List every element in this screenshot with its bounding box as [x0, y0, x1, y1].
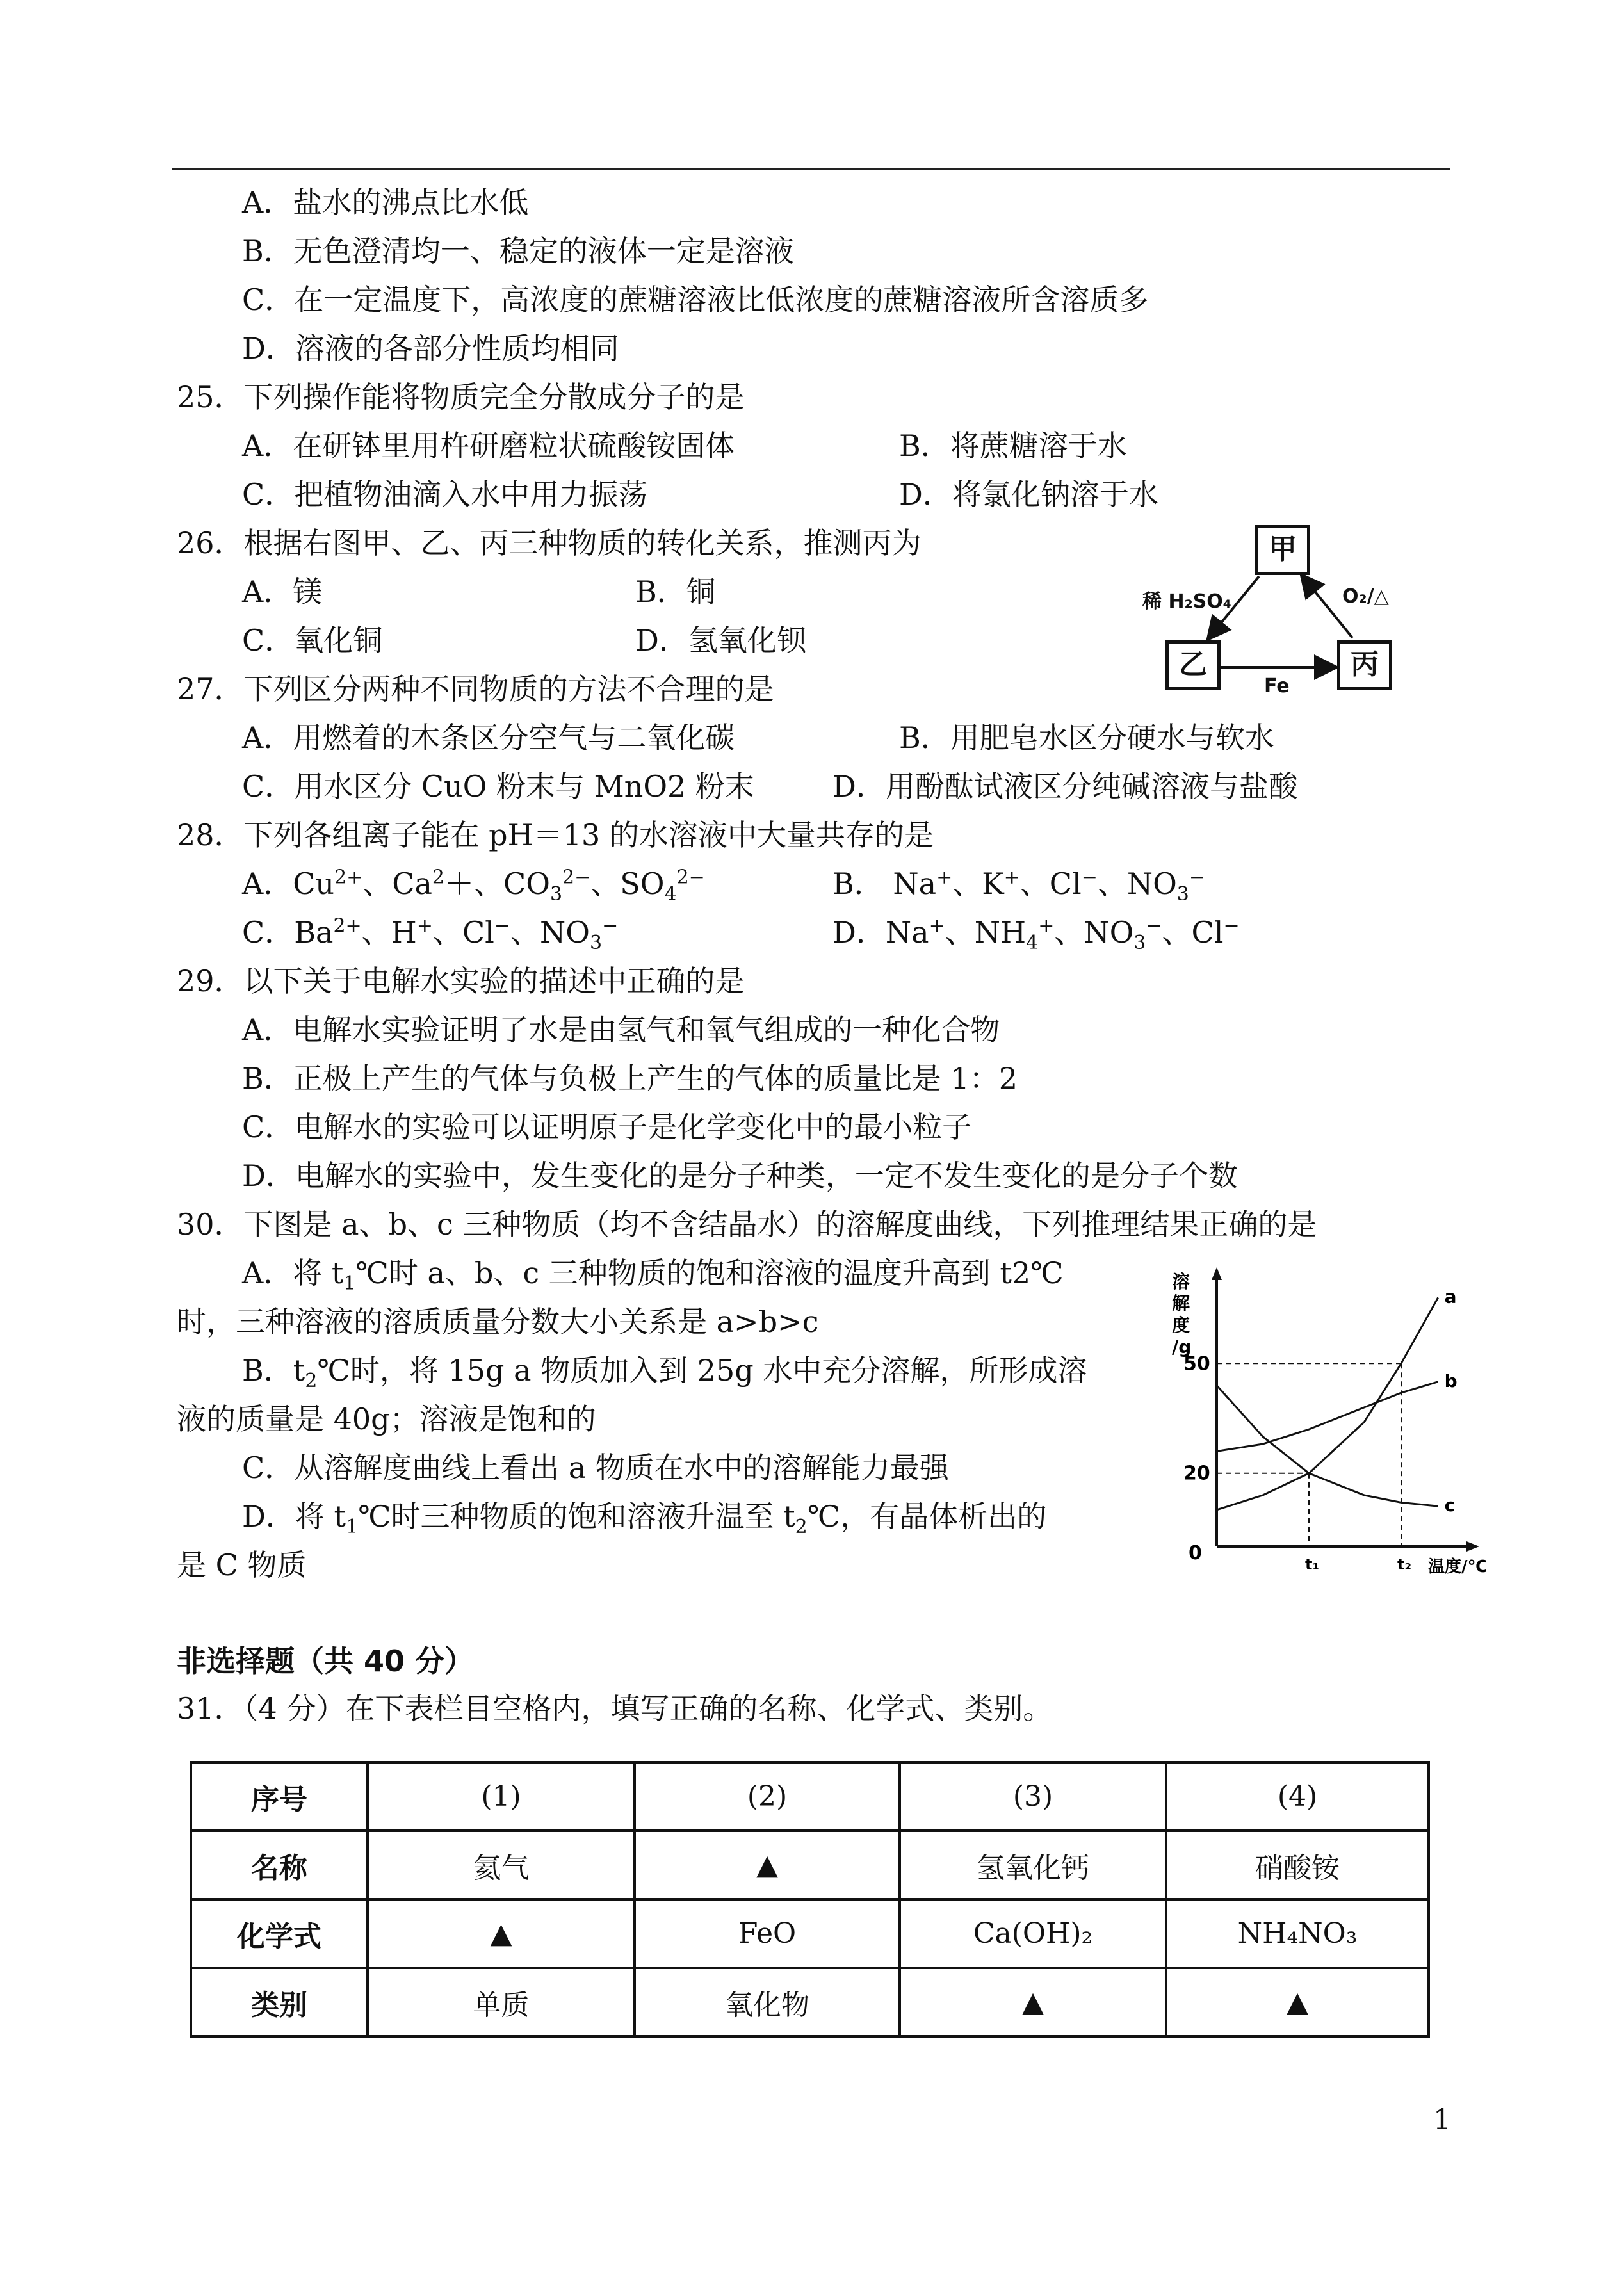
q27-option-a: A．用燃着的木条区分空气与二氧化碳: [242, 720, 735, 755]
table-cell: 氦气: [368, 1831, 635, 1899]
q25-option-a: A．在研钵里用杵研磨粒状硫酸铵固体: [242, 428, 735, 463]
q29-option-b: B．正极上产生的气体与负极上产生的气体的质量比是 1：2: [242, 1061, 1018, 1096]
table-cell: 单质: [368, 1968, 635, 2036]
q25-option-b: B．将蔗糖溶于水: [899, 428, 1127, 463]
table-row: [191, 1762, 1429, 1831]
series-label-b: b: [1444, 1370, 1458, 1391]
table-cell: NH₄NO₃: [1166, 1899, 1429, 1968]
q30-stem: 30．下图是 a、b、c 三种物质（均不含结晶水）的溶解度曲线，下列推理结果正确的是: [177, 1207, 1317, 1242]
solubility-chart: [1153, 1265, 1486, 1578]
table-cell: (2): [635, 1762, 900, 1831]
box-yi: 乙: [1165, 640, 1221, 690]
q28-option-d: D．Na+、$NH_4^+$、$NO_3^-$、Cl−: [832, 914, 1240, 955]
y-axis-label: /g: [1172, 1336, 1192, 1358]
q25-option-c: C．把植物油滴入水中用力振荡: [242, 477, 648, 512]
table-cell: ▲: [900, 1968, 1166, 2036]
q26-option-a: A．镁: [242, 574, 323, 609]
q27-stem: 27．下列区分两种不同物质的方法不合理的是: [177, 672, 774, 706]
table-row: [191, 1831, 1429, 1899]
table-cell: FeO: [635, 1899, 900, 1968]
q26-option-c: C．氧化铜: [242, 623, 383, 658]
q25-option-d: D．将氯化钠溶于水: [899, 477, 1158, 512]
box-bing: 丙: [1337, 640, 1392, 690]
q24-option-c: C．在一定温度下，高浓度的蔗糖溶液比低浓度的蔗糖溶液所含溶质多: [242, 282, 1149, 317]
q26-option-d: D．氢氧化钡: [635, 623, 806, 658]
q30-option-b-line2: 液的质量是 40g；溶液是饱和的: [177, 1402, 596, 1436]
q30-option-b-line1: B．$t_2℃$时，将 15g a 物质加入到 25g 水中充分溶解，所形成溶: [242, 1353, 1087, 1393]
x-axis-arrow: [1466, 1541, 1479, 1552]
y-tick-label: 20: [1183, 1462, 1210, 1485]
table-cell: Ca(OH)₂: [900, 1899, 1166, 1968]
q30-option-a-line1: A．将 $t_1℃$时 a、b、c 三种物质的饱和溶液的温度升高到 t2℃: [242, 1256, 1064, 1295]
section-title: 非选择题（共 40 分）: [177, 1644, 475, 1678]
series-label-c: c: [1444, 1495, 1456, 1516]
q28-option-a: A．$Cu^{2+}$、$Ca^2+$、$CO_3^{2-}$、$SO_4^{2-}$: [242, 866, 705, 906]
q29-option-c: C．电解水的实验可以证明原子是化学变化中的最小粒子: [242, 1110, 972, 1144]
table-row: [191, 1899, 1429, 1968]
y-tick-label: 50: [1183, 1352, 1210, 1375]
y-axis-label: 溶: [1172, 1271, 1190, 1292]
table-cell: ▲: [1166, 1968, 1429, 2036]
label-dilute-h2so4: 稀 H₂SO₄: [1142, 590, 1231, 613]
q24-option-a: A．盐水的沸点比水低: [242, 185, 529, 220]
table-cell: (1): [368, 1762, 635, 1831]
table-cell: 氢氧化钙: [900, 1831, 1166, 1899]
y-axis-label: 解: [1172, 1293, 1190, 1314]
q25-stem: 25．下列操作能将物质完全分散成分子的是: [177, 380, 745, 414]
q26-stem: 26．根据右图甲、乙、丙三种物质的转化关系，推测丙为: [177, 526, 922, 560]
chart-svg: [1153, 1265, 1486, 1578]
table-row: [191, 1968, 1429, 2036]
q31-stem: 31．（4 分）在下表栏目空格内，填写正确的名称、化学式、类别。: [177, 1691, 1053, 1726]
series-line-a: [1217, 1297, 1438, 1509]
q27-option-c: C．用水区分 CuO 粉末与 MnO2 粉末: [242, 769, 754, 804]
y-axis-label: 度: [1172, 1315, 1190, 1336]
y-tick-label: 0: [1189, 1542, 1202, 1564]
q28-stem: 28．下列各组离子能在 pH＝13 的水溶液中大量共存的是: [177, 818, 934, 852]
label-o2-heat: O₂/△: [1342, 585, 1389, 608]
q27-option-b: B．用肥皂水区分硬水与软水: [899, 720, 1274, 755]
x-tick-label: t₂: [1397, 1555, 1411, 1573]
q26-option-b: B．铜: [635, 574, 716, 609]
q31-table: [190, 1761, 1430, 2038]
table-cell: (4): [1166, 1762, 1429, 1831]
label-fe: Fe: [1264, 675, 1290, 697]
q29-stem: 29．以下关于电解水实验的描述中正确的是: [177, 964, 745, 998]
table-cell: ▲: [635, 1831, 900, 1899]
box-jia: 甲: [1255, 525, 1310, 575]
table-header-cell: 类别: [191, 1968, 368, 2036]
q29-option-a: A．电解水实验证明了水是由氢气和氧气组成的一种化合物: [242, 1012, 1000, 1047]
table-cell: (3): [900, 1762, 1166, 1831]
page-number: 1: [1433, 2104, 1451, 2136]
series-line-b: [1217, 1382, 1438, 1452]
q30-option-a-line2: 时，三种溶液的溶质质量分数大小关系是 a>b>c: [177, 1304, 819, 1339]
series-label-a: a: [1444, 1286, 1457, 1308]
table-cell: 硝酸铵: [1166, 1831, 1429, 1899]
q30-option-d-line2: 是 C 物质: [177, 1548, 307, 1582]
table-header-cell: 化学式: [191, 1899, 368, 1968]
conversion-diagram: [1142, 519, 1415, 698]
x-axis-label: 温度/℃: [1428, 1557, 1486, 1577]
y-axis-arrow: [1212, 1267, 1222, 1280]
table-cell: 氧化物: [635, 1968, 900, 2036]
q24-option-b: B．无色澄清均一、稳定的液体一定是溶液: [242, 234, 794, 268]
table-header-cell: 序号: [191, 1762, 368, 1831]
q28-option-c: C．$Ba^{2+}$、H+、Cl−、$NO_3^-$: [242, 914, 619, 955]
q27-option-d: D．用酚酞试液区分纯碱溶液与盐酸: [832, 769, 1298, 804]
q28-option-b: B． Na+、K+、Cl−、$NO_3^-$: [832, 866, 1206, 906]
header-rule: [172, 168, 1450, 170]
q30-option-c: C．从溶解度曲线上看出 a 物质在水中的溶解能力最强: [242, 1450, 949, 1485]
table-cell: ▲: [368, 1899, 635, 1968]
q24-option-d: D．溶液的各部分性质均相同: [242, 331, 619, 366]
q30-option-d-line1: D．将 $t_1℃$时三种物质的饱和溶液升温至 $t_2℃$，有晶体析出的: [242, 1499, 1047, 1539]
q29-option-d: D．电解水的实验中，发生变化的是分子种类，一定不发生变化的是分子个数: [242, 1158, 1238, 1193]
x-tick-label: t₁: [1305, 1555, 1319, 1573]
table-header-cell: 名称: [191, 1831, 368, 1899]
